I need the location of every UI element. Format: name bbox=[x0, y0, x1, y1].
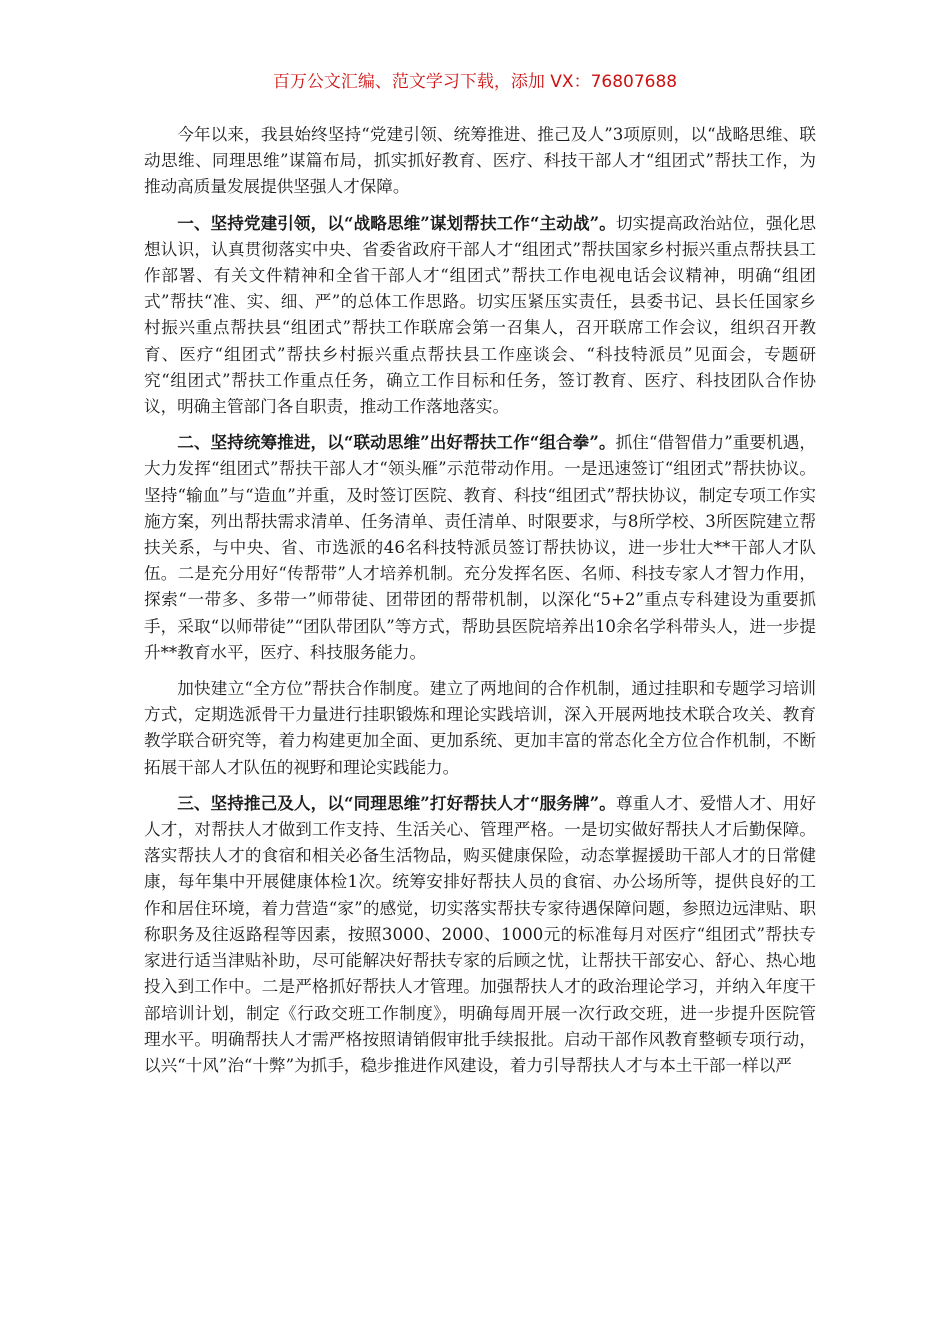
paragraph-heading: 二、坚持统筹推进，以“联动思维”出好帮扶工作“组合拳”。 bbox=[177, 432, 616, 453]
paragraph-text: 切实提高政治站位，强化思想认识，认真贯彻落实中央、省委省政府干部人才“组团式”帮扶国家乡村振兴重点帮扶县工作部署、有关文件精神和全省干部人才“组团式”帮扶工作电视电话会议精神，明确“组团式”帮扶“准、实、细、严”的总体工作思路。切实压紧压实责任，县委书记、县长任国家乡村振兴重点帮扶县“组团式”帮扶工作联席会第一召集人，召开联席工作会议，组织召开教育、医疗“组团式”帮扶乡村振兴重点帮扶县工作座谈会、“科技特派员”见面会，专题研究“组团式”帮扶工作重点任务，确立工作目标和任务，签订教育、医疗、科技团队合作协议，明确主管部门各自职责，推动工作落地落实。 bbox=[144, 213, 816, 417]
paragraph-text: 加快建立“全方位”帮扶合作制度。建立了两地间的合作机制，通过挂职和专题学习培训方式，定期选派骨干力量进行挂职锻炼和理论实践培训，深入开展两地技术联合攻关、教育教学联合研究等，着力构建更加全面、更加系统、更加丰富的常态化全方位合作机制，不断拓展干部人才队伍的视野和理论实践能力。 bbox=[144, 679, 816, 777]
paragraph-heading: 三、坚持推己及人，以“同理思维”打好帮扶人才“服务牌”。 bbox=[177, 792, 616, 813]
paragraph-section-2 bbox=[144, 429, 816, 666]
paragraph-section-3 bbox=[144, 790, 816, 1079]
paragraph-cooperation bbox=[144, 675, 816, 781]
document-body bbox=[144, 121, 816, 1088]
paragraph-intro bbox=[144, 121, 816, 201]
watermark-banner: 百万公文汇编、范文学习下载，添加 VX：76807688 bbox=[272, 72, 678, 92]
paragraph-heading: 一、坚持党建引领，以“战略思维”谋划帮扶工作“主动战”。 bbox=[177, 212, 616, 233]
paragraph-text: 抓住“借智借力”重要机遇，大力发挥“组团式”帮扶干部人才“领头雁”示范带动作用。一是迅速签订“组团式”帮扶协议。坚持“输血”与“造血”并重，及时签订医院、教育、科技“组团式”帮扶协议，制定专项工作实施方案，列出帮扶需求清单、任务清单、责任清单、时限要求，与8所学校、3所医院建立帮扶关系，与中央、省、市选派的46名科技特派员签订帮扶协议，进一步壮大**干部人才队伍。二是充分用好“传帮带”人才培养机制。充分发挥名医、名师、科技专家人才智力作用，探索“一带多、多带一”师带徒、团带团的帮带机制，以深化“5+2”重点专科建设为重要抓手，采取“以师带徒”“团队带团队”等方式，帮助县医院培养出10余名学科带头人，进一步提升**教育水平，医疗、科技服务能力。 bbox=[144, 433, 817, 662]
paragraph-text: 尊重人才、爱惜人才、用好人才，对帮扶人才做到工作支持、生活关心、管理严格。一是切实做好帮扶人才后勤保障。落实帮扶人才的食宿和相关必备生活物品，购买健康保险，动态掌握援助干部人才的日常健康，每年集中开展健康体检1次。统筹安排好帮扶人员的食宿、办公场所等，提供良好的工作和居住环境，着力营造“家”的感觉，切实落实帮扶专家待遇保障问题，参照边远津贴、职称职务及往返路程等因素，按照3000、2000、1000元的标准每月对医疗“组团式”帮扶专家进行适当津贴补助，尽可能解决好帮扶专家的后顾之忧，让帮扶干部安心、舒心、热心地投入到工作中。二是严格抓好帮扶人才管理。加强帮扶人才的政治理论学习，并纳入年度干部培训计划，制定《行政交班工作制度》，明确每周开展一次行政交班，进一步提升医院管理水平。明确帮扶人才需严格按照请销假审批手续报批。启动干部作风教育整顿专项行动，以兴“十风”治“十弊”为抓手，稳步推进作风建设，着力引导帮扶人才与本土干部一样以严 bbox=[144, 793, 816, 1075]
paragraph-text: 今年以来，我县始终坚持“党建引领、统筹推进、推己及人”3项原则，以“战略思维、联动思维、同理思维”谋篇布局，抓实抓好教育、医疗、科技干部人才“组团式”帮扶工作，为推动高质量发展提供坚强人才保障。 bbox=[144, 125, 816, 197]
paragraph-section-1 bbox=[144, 210, 816, 421]
